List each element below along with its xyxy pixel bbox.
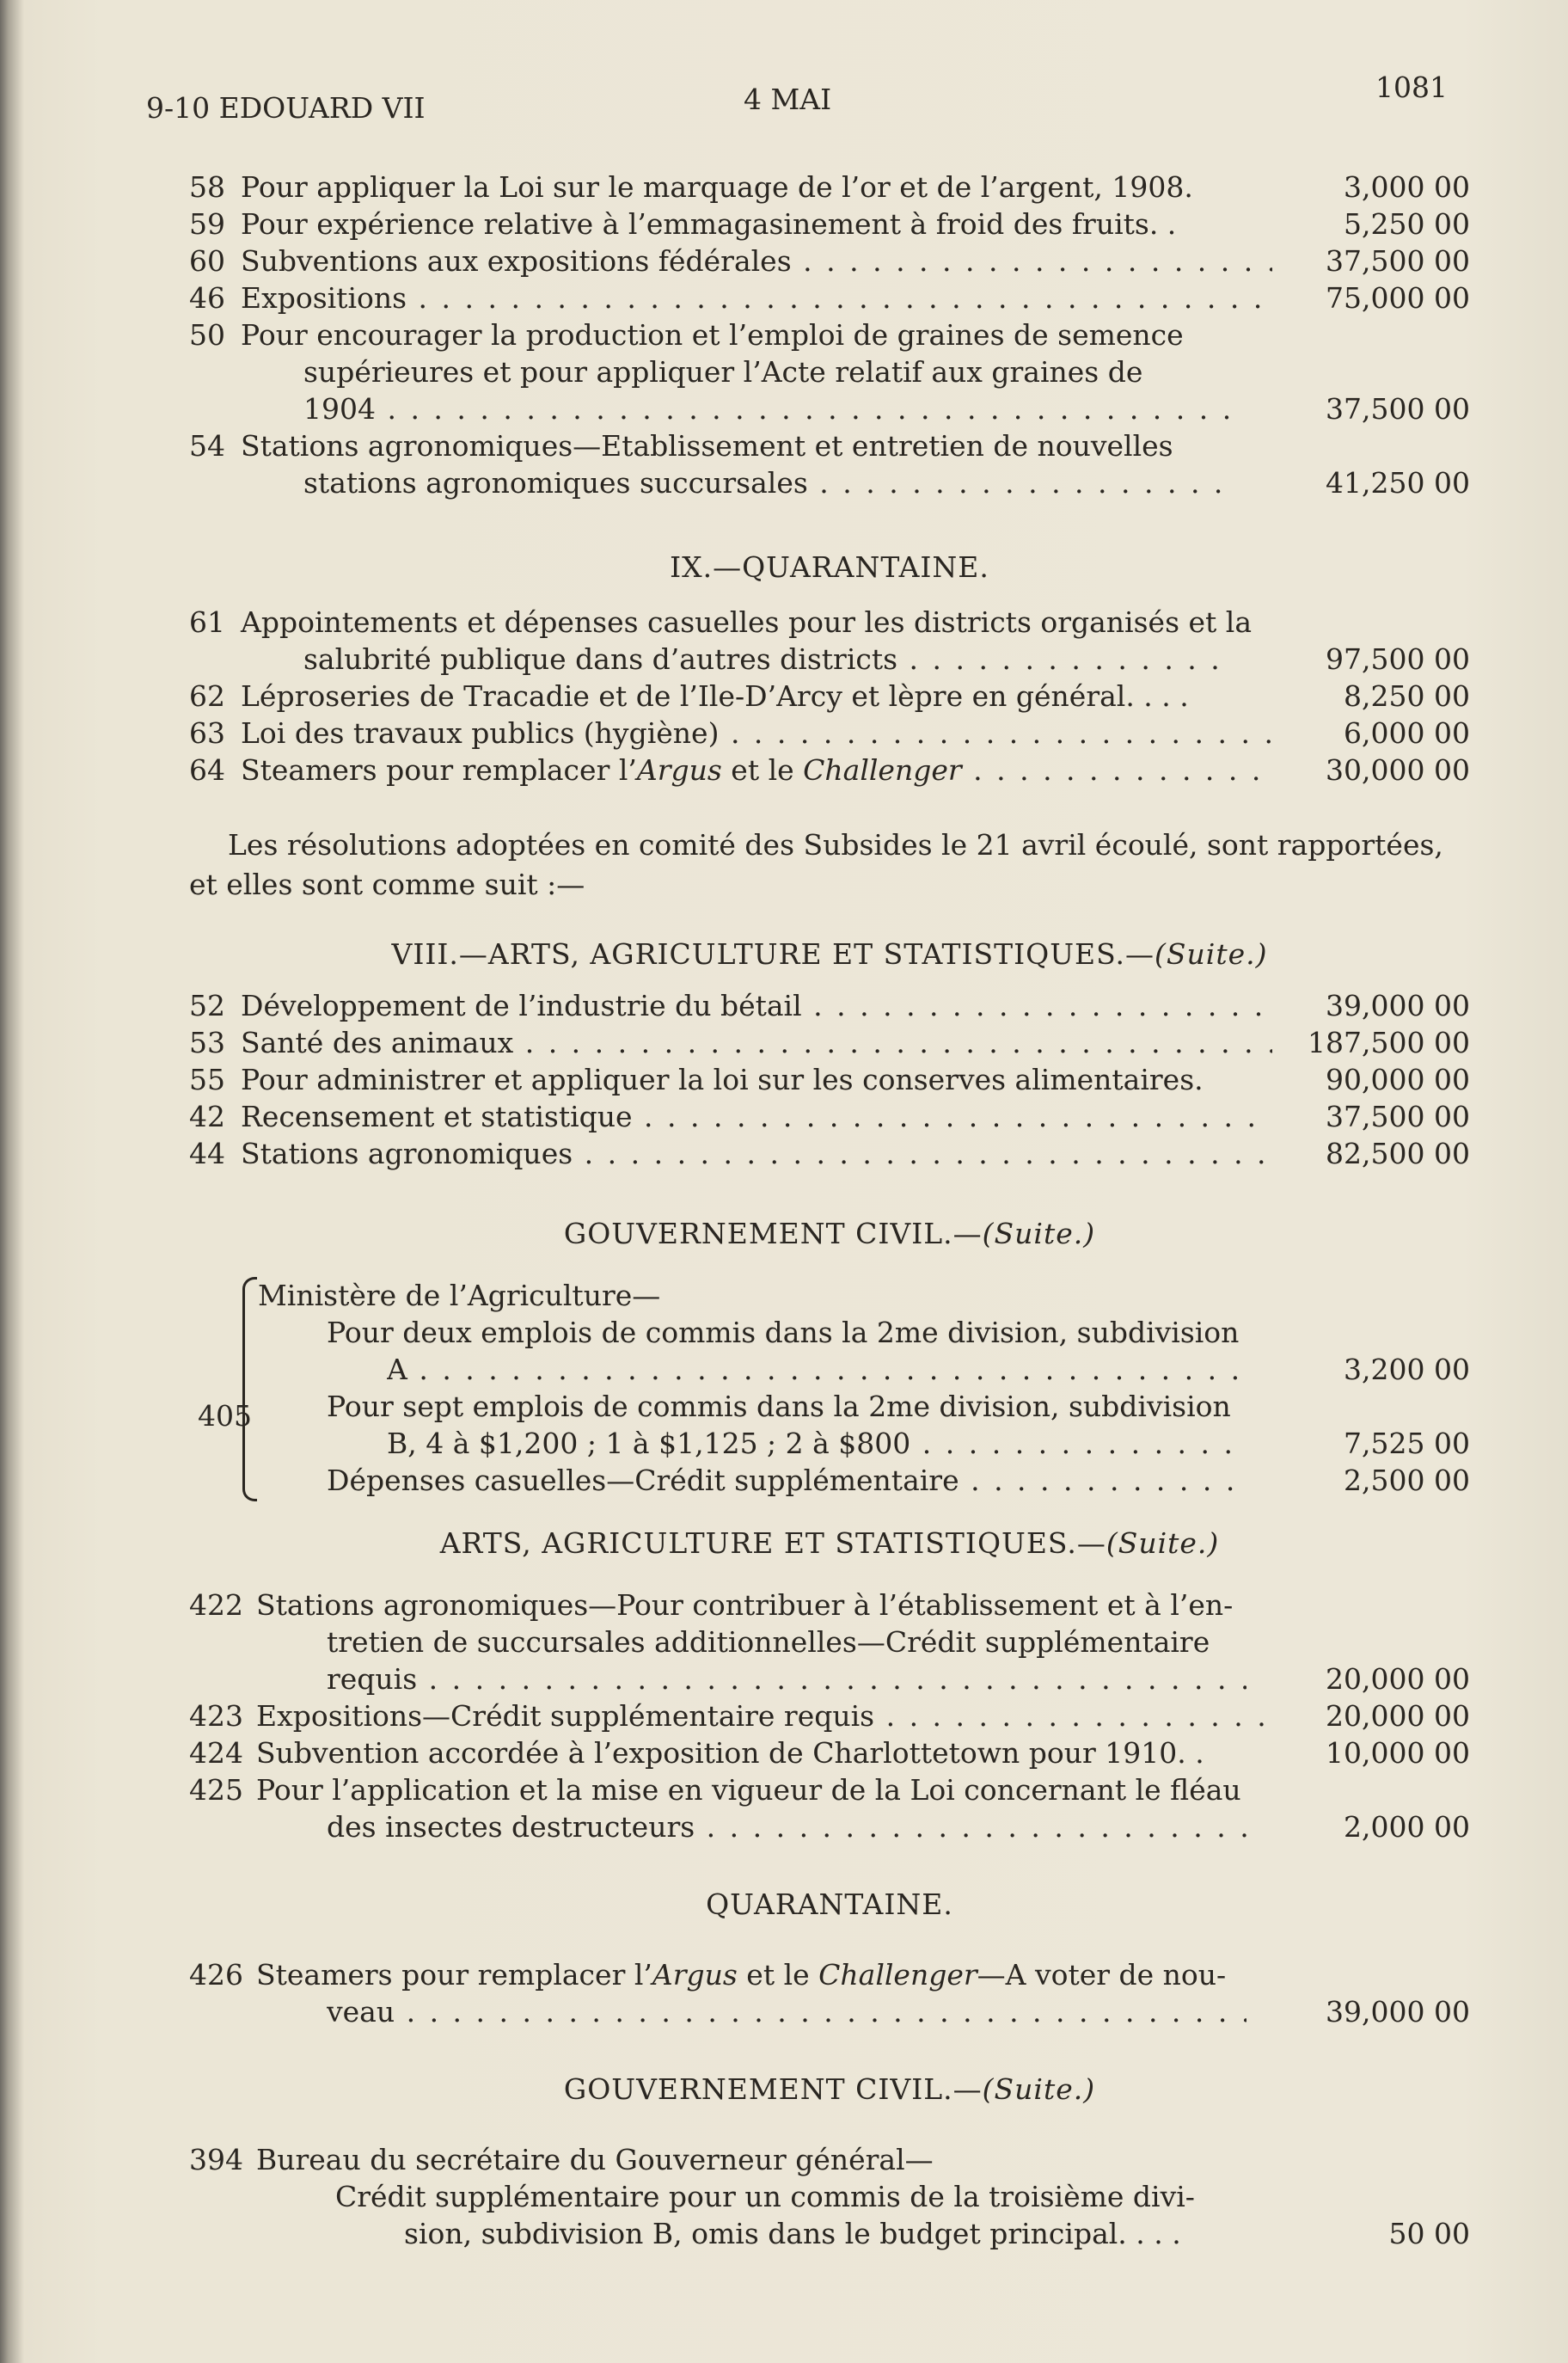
section-quarantaine-2: QUARANTAINE. 426 Steamers pour remplacer l’Argus et le Challenger—A voter de nou- veau . . . 39,000 00: [189, 1879, 1470, 2030]
list-item: 42 Recensement et statistique . . . 37,500 00: [189, 1098, 1470, 1135]
section-gouvernement-civil-1: [189, 1208, 1470, 1499]
list-item: Pour sept emplois de commis dans la 2me division, subdivision: [327, 1390, 1231, 1423]
list-item: 55 Pour administrer et appliquer la loi sur les conserves alimentaires. 90,000 00: [189, 1063, 1470, 1096]
header-center: 4 MAI: [744, 83, 832, 116]
list-item: 46 Expositions . . . 75,000 00: [189, 279, 1470, 316]
list-item: 54 Stations agronomiques—Etablissement et entretien de nouvelles: [189, 429, 1173, 463]
list-item: 423 Expositions—Crédit supplémentaire requis . . . 20,000 00: [189, 1697, 1470, 1734]
header-left: 9-10 EDOUARD VII: [146, 91, 426, 125]
section-quarantaine: IX.—QUARANTAINE. 61 Appointements et dépenses casuelles pour les districts organisés et la salubrité publique dans d’autres districts . . . 97,500 00 62 Léproseries de Tracadie et de l’Ile-D’Arcy et lèpre en général. . . . 8,250 00 63 Loi des travaux publics (hygiène) . . . 6,000 00 64 Steamers pour remplacer l’Argus et le Challenger . . . 30,000 00: [189, 542, 1470, 789]
section-heading: IX.—QUARANTAINE.: [670, 550, 989, 584]
list-item: 422 Stations agronomiques—Pour contribuer à l’établissement et à l’en-: [189, 1588, 1234, 1622]
running-head: [146, 71, 1448, 126]
section-heading: GOUVERNEMENT CIVIL.—(Suite.): [563, 1217, 1096, 1250]
list-item: 58 Pour appliquer la Loi sur le marquage de l’or et de l’argent, 1908. 3,000 00: [189, 170, 1470, 204]
section-gouvernement-civil-2: GOUVERNEMENT CIVIL.—(Suite.) 394 Bureau du secrétaire du Gouverneur général— Crédit supplémentaire pour un commis de la troisième divi- sion, subdivision B, omis dans le budget principal. . . . 50 00: [189, 2064, 1470, 2252]
section-arts-2: ARTS, AGRICULTURE ET STATISTIQUES.—(Suite.) 422 Stations agronomiques—Pour contribuer à l’établissement et à l’en- tretien de succursales additionnelles—Crédit supplémentaire requis . . . 20,000 00 423 Expositions—Crédit supplémentaire requis . . . 20,000 00 424 Subvention accordée à l’exposition de Charlottetown pour 1910. . 10,000 00 425 Pour l’application et la mise en vigueur de la Loi concernant le fléau des insectes destructeurs . . . 2,000 00: [189, 1518, 1470, 1845]
section-heading: VIII.—ARTS, AGRICULTURE ET STATISTIQUES.—(Suite.): [391, 937, 1268, 971]
list-item: 44 Stations agronomiques . . . 82,500 00: [189, 1135, 1470, 1172]
list-item: 60 Subventions aux expositions fédérales . . . 37,500 00: [189, 242, 1470, 279]
list-item: Pour deux emplois de commis dans la 2me division, subdivision: [327, 1316, 1240, 1349]
list-item: 61 Appointements et dépenses casuelles pour les districts organisés et la: [189, 605, 1253, 639]
section-heading: QUARANTAINE.: [706, 1887, 953, 1921]
page-number: 1081: [1375, 71, 1448, 104]
brace-group: 405 Ministère de l’Agriculture— Pour deux emplois de commis dans la 2me division, subdivision A . . . 3,200 00 Pour sept emplois de commis dans la 2me division, subdivision B, 4 à $1,200 ; 1 à $1,125 ; 2 à $800 . . . 7,525 00 Dépenses casuelles—Crédit supplémentaire . . . 2,500 00: [189, 1277, 1470, 1499]
list-item: 62 Léproseries de Tracadie et de l’Ile-D’Arcy et lèpre en général. . . . 8,250 00: [189, 679, 1470, 713]
section-heading: ARTS, AGRICULTURE ET STATISTIQUES.—(Suite.): [439, 1526, 1220, 1560]
list-item: 426 Steamers pour remplacer l’Argus et le Challenger—A voter de nou-: [189, 1958, 1227, 1992]
list-item: 59 Pour expérience relative à l’emmagasinement à froid des fruits. . 5,250 00: [189, 207, 1470, 241]
top-items: 58 Pour appliquer la Loi sur le marquage de l’or et de l’argent, 1908. 3,000 00 59 Pour expérience relative à l’emmagasinement à froid des fruits. . 5,250 00 60 Subventions aux expositions fédérales . . . 37,500 00 46 Expositions . . . 75,000 00 50 Pour encourager la production et l’emploi de graines de semence supérieures et pour appliquer l’Acte relatif aux graines de 1904 . . . 37,500 00 54 Stations agronomiques—Etablissement et entretien de nouvelles stations agronomiques succursales . . . 41,250 00: [189, 169, 1470, 501]
list-item: 394 Bureau du secrétaire du Gouverneur général—: [189, 2143, 934, 2176]
list-item: 425 Pour l’application et la mise en vigueur de la Loi concernant le fléau: [189, 1773, 1241, 1807]
list-item: 52 Développement de l’industrie du bétail . . . 39,000 00: [189, 987, 1470, 1024]
list-item: 424 Subvention accordée à l’exposition de Charlottetown pour 1910. . 10,000 00: [189, 1736, 1470, 1770]
list-item: Dépenses casuelles—Crédit supplémentaire . . . 2,500 00: [189, 1462, 1470, 1499]
section-arts: [189, 929, 1470, 1172]
list-item: 50 Pour encourager la production et l’emploi de graines de semence: [189, 318, 1184, 352]
section-heading: GOUVERNEMENT CIVIL.—(Suite.): [563, 2072, 1096, 2106]
list-item: 53 Santé des animaux . . . 187,500 00: [189, 1024, 1470, 1061]
list-item: 63 Loi des travaux publics (hygiène) . . . 6,000 00: [189, 715, 1470, 752]
list-item: 64 Steamers pour remplacer l’Argus et le Challenger . . . 30,000 00: [189, 752, 1470, 789]
resolution-paragraph: Les résolutions adoptées en comité des Subsides le 21 avril écoulé, sont rapportées, et elles sont comme suit :—: [189, 828, 1443, 901]
